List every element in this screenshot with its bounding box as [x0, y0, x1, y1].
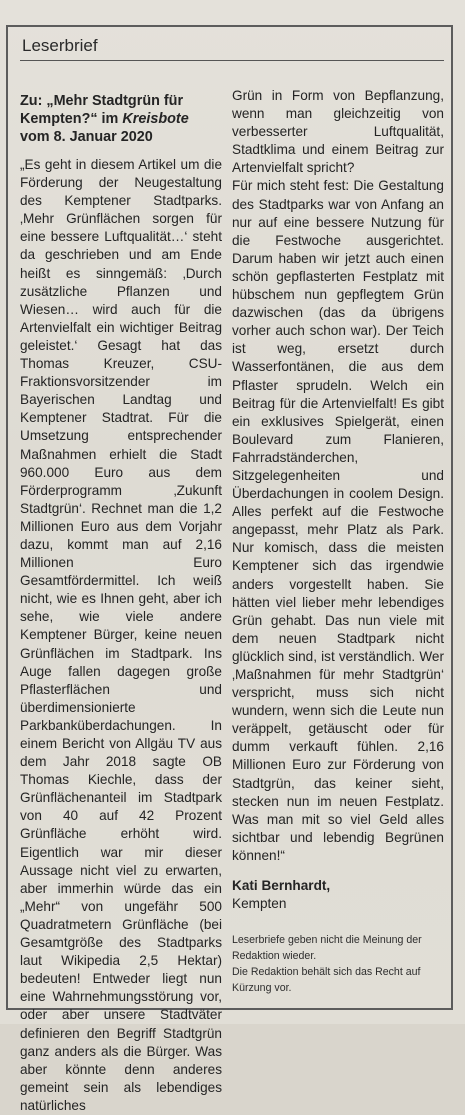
- letter-subject: [20, 92, 222, 146]
- left-column: [20, 92, 222, 1115]
- subject-text: Zu: „Mehr Stadtgrün für Kempten?“ im: [20, 93, 184, 127]
- letter-signature: [232, 877, 444, 913]
- letter-body-left: „Es geht in diesem Artikel um die Förderung der Neugestaltung des Kemptener Stadtparks. ‚Mehr Grünflächen sorgen für eine bessere Luftqualität…‘ steht da geschrieben und am Ende heißt es sinngemäß: ‚Durch zusätzliche Pflanzen und Wiesen… wird auch für die Artenvielfalt ein wichtiger Beitrag geleistet.‘ Gesagt hat das Thomas Kreuzer, CSU-Fraktionsvorsitzender im Bayerischen Landtag und Kemptener Stadtrat. Für die Umsetzung entsprechender Maßnahmen erhielt die Stadt 960.000 Euro aus dem Förderprogramm ‚Zukunft Stadtgrün‘. Rechnet man die 1,2 Millionen Euro aus dem Vorjahr dazu, kommt man auf 2,16 Millionen Euro Gesamtfördermittel. Ich weiß nicht, wie es Ihnen geht, aber ich sehe, wie viele andere Kemptener Bürger, keine neuen Grünflächen im Stadtpark. Ins Auge fallen dagegen große Pflasterflächen und überdimensionierte Parkbanküberdachungen. In einem Bericht von Allgäu TV aus dem Jahr 2018 sagte OB Thomas Kiechle, dass der Grünflächenanteil im Stadtpark von 40 auf 42 Prozent Grünfläche erhöht wird. Eigentlich war mir dieser Aussage nicht viel zu erwarten, aber immerhin würde das ein „Mehr“ von ungefähr 500 Quadratmetern Grünfläche (bei Gesamtgröße des Stadtparks laut Wikipedia 2,5 Hektar) bedeuten! Entweder liegt nun eine Wahrnehmungsstörung vor, oder aber unsere Stadtväter definieren den Begriff Stadtgrün ganz anders als die Bürger. Was aber könnte denn anderes gemeint sein als lebendiges natürliches: [20, 157, 222, 1113]
- header-divider: [20, 60, 444, 61]
- disclaimer-line-2: Die Redaktion behält sich das Recht auf Kürzung vor.: [232, 966, 421, 994]
- editorial-disclaimer: [232, 932, 447, 996]
- disclaimer-line-1: Leserbriefe geben nicht die Meinung der Redaktion wieder.: [232, 934, 422, 962]
- subject-publication: Kreisbote: [122, 111, 189, 127]
- section-title: Leserbrief: [22, 36, 98, 55]
- author-place: Kempten: [232, 896, 287, 912]
- subject-date: vom 8. Januar 2020: [20, 129, 153, 145]
- right-column: [232, 87, 444, 913]
- letter-body-right-1: Grün in Form von Bepflanzung, wenn man gleichzeitig von verbesserter Luftqualität, Stadtklima und einem Beitrag zur Artenvielfalt spricht?: [232, 88, 444, 176]
- letter-body-right-2: Für mich steht fest: Die Gestaltung des Stadtparks war von Anfang an nur auf eine bessere Nutzung für die Festwoche ausgerichtet. Darum haben wir jetzt auch einen schön gepflasterten Festplatz mit hübschem nun gepflegtem Grün dazwischen (das da übrigens vorher auch schon war). Der Teich ist weg, ersetzt durch Wasserfontänen, die aus dem Pflaster sprudeln. Welch ein Beitrag für die Artenvielfalt! Es gibt ein exklusives Spielgerät, einen Boulevard zum Flanieren, Fahrradständerchen, Sitzgelegenheiten und Überdachungen in coolem Design. Alles perfekt auf die Festwoche angepasst, mehr Platz als Park. Nur komisch, dass die meisten Kemptener sich das irgendwie anders vorgestellt haben. Sie hätten viel lieber mehr lebendiges Grün gehabt. Das nun viele mit dem neuen Stadtpark nicht glücklich sind, ist verständlich. Wer ‚Maßnahmen für mehr Stadtgrün‘ verspricht, muss sich nicht wundern, wenn sich die Leute nun veräppelt, getäuscht oder für dumm verkauft fühlen. 2,16 Millionen Euro zur Förderung von Stadtgrün, das keiner sieht, stecken nun im neuen Festplatz. Was man mit so viel Geld alles sichtbar und lebendig Begrünen können!“: [232, 178, 444, 863]
- author-name: Kati Bernhardt,: [232, 878, 331, 894]
